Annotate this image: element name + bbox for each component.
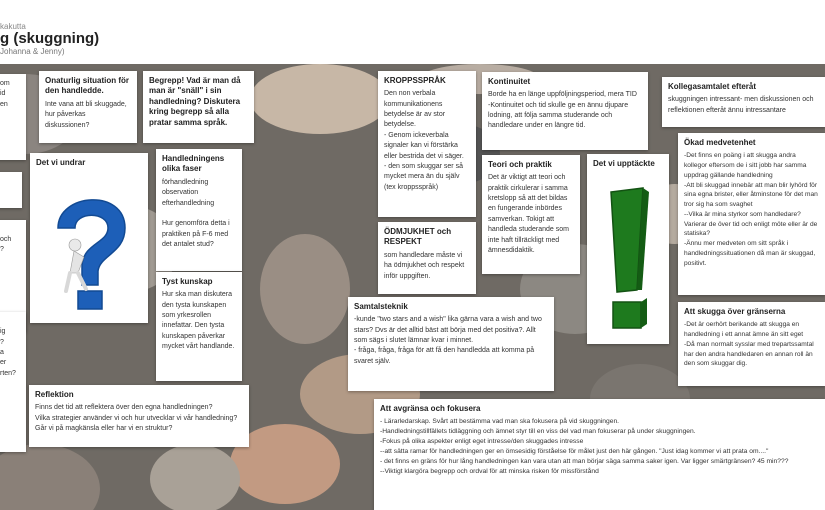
card-body: -Det är oerhört berikande att skugga en handledning i ett annat ämne än sitt eget -Då man normalt sysslar med trepartssamtal har den andra handledaren en annan roll än den som skuggar dig. — [684, 321, 814, 368]
left-fragment-card-4[interactable] — [0, 312, 26, 452]
card-okad-medvetenhet[interactable] — [678, 133, 825, 295]
card-teori-praktik[interactable] — [482, 155, 580, 274]
card-body: förhandledning observation efterhandledning Hur genomföra detta i praktiken på F-6 med det antalet stud? — [162, 178, 230, 248]
card-kroppssprak[interactable] — [378, 71, 476, 217]
card-avgransa-fokusera[interactable] — [374, 399, 825, 510]
card-title: Samtalsteknik — [354, 302, 408, 311]
card-reflektion[interactable] — [29, 385, 249, 447]
card-title: Teori och praktik — [488, 160, 552, 169]
card-title: Att skugga över gränserna — [684, 307, 786, 316]
card-body: Inte vana att bli skuggade, hur påverkas diskussionen? — [45, 100, 127, 129]
card-title: Tyst kunskap — [162, 277, 213, 286]
left-fragment-text-2: och ? — [0, 236, 12, 254]
card-body: Det är viktigt att teori och praktik cirkulerar i samma kretslopp så att det bildas en fungerande inbördes samverkan. Tokigt att handleda studerande som inte haft tillräckligt med ämnesdidaktik. — [488, 174, 569, 254]
card-body: -Det finns en poäng i att skugga andra kollegor eftersom de i sitt jobb har samma uppdrag gällande handledning -Att bli skuggad innebär att man blir lyhörd för sina egna brister, eller åtminstone för det man tror sig ha som svaghet --Vilka är mina styrkor som handledare? Varierar de över tid och enligt möte eller är de statiska? -Ännu mer medveten om sitt språk i handledningssituationen då man är skuggad, positivt. — [684, 152, 818, 267]
card-begrepp[interactable] — [143, 71, 254, 143]
card-body: Hur ska man diskutera den tysta kunskapen som yrkesrollen innefattar. Den tysta kunskapen påverkar mycket vårt handlande. — [162, 291, 235, 351]
left-fragment-text-3: ig ? a er rten? — [0, 328, 16, 377]
card-kollegasamtalet[interactable] — [662, 77, 825, 127]
card-onaturlig[interactable] — [39, 71, 137, 143]
padlet-board — [0, 64, 825, 510]
breadcrumb[interactable]: kakutta — [0, 22, 26, 31]
page-title: g (skuggning) — [0, 30, 100, 47]
card-faser[interactable] — [156, 149, 242, 271]
card-title: Att avgränsa och fokusera — [380, 404, 481, 413]
card-title: KROPPSSPRÅK — [384, 76, 446, 85]
card-skugga-granserna[interactable] — [678, 302, 825, 386]
card-body: - Lärarledarskap. Svårt att bestämma vad man ska fokusera på vid skuggningen. -Handledningstillfällets tidläggning och ämnet styr till en viss del vad man fokuserar på under skuggningen. -Fokus på olika aspekter enligt eget intresse/den skuggades intresse --att sätta ramar för handledningen ger en ömsesidig förståelse för målet just den här gången. "Just idag kommer vi att prata om...." - det finns en gräns för hur lång handledningen kan vara utan att man börjar säga samma saker igen. Var ligger smärtgränsen? 45 min??? --Viktigt klargöra begrepp och ordval för att minska risken för missförstånd — [380, 418, 789, 475]
card-title: Kollegasamtalet efteråt — [668, 82, 757, 91]
card-title: Handledningens olika faser — [162, 154, 225, 174]
card-title: Ökad medvetenhet — [684, 138, 756, 147]
card-body: skuggningen intressant- men diskussionen och reflektionen efteråt ännu intressantare — [668, 96, 814, 114]
card-det-vi-upptackte[interactable] — [587, 154, 669, 344]
left-fragment-card-1[interactable] — [0, 74, 26, 160]
page-authors: Johanna & Jenny) — [0, 47, 65, 56]
card-body: Finns det tid att reflektera över den egna handledningen? Vilka strategier använder vi och hur utvecklar vi vår handledning? Går vi på magkänsla eller har vi en struktur? — [35, 404, 238, 433]
left-fragment-card-2[interactable] — [0, 172, 22, 208]
card-title: Kontinuitet — [488, 77, 531, 86]
question-mark-figure-icon — [30, 173, 148, 323]
page-header — [0, 0, 825, 62]
card-body: Den non verbala kommunikationens betydelse är av stor betydelse. - Genom ickeverbala signaler kan vi förstärka eller bestrida det vi säger. - den som skuggar ser så mycket mera än du själv (tex kroppsspråk) — [384, 90, 464, 191]
card-kontinuitet[interactable] — [482, 72, 648, 150]
card-title: Begrepp! Vad är man då man är "snäll" i sin handledning? Diskutera kring begrepp så alla pratar samma språk. — [149, 76, 241, 127]
card-body: Borde ha en länge uppföljningsperiod, mera TID -Kontinuitet och tid skulle ge en ännu djupare lodning, att följa samma studerande och handledare under en längre tid. — [488, 91, 637, 130]
card-title: Onaturlig situation för den handledde. — [45, 76, 129, 96]
card-samtalsteknik[interactable] — [348, 297, 554, 391]
card-title: Det vi undrar — [36, 158, 86, 167]
card-odmjukhet[interactable] — [378, 222, 476, 294]
exclamation-mark-icon — [587, 178, 669, 344]
card-body: -kunde "two stars and a wish" lika gärna vara a wish and two stars? Dvs är det alltid bäst att börja med det positiva?. Allt som sägs i slutet lämnar kvar i minnet. - fråga, fråga, fråga för att få den handledda att komma på svaret själv. — [354, 316, 542, 365]
card-title: Reflektion — [35, 390, 74, 399]
left-fragment-text-1: om id en — [0, 80, 10, 108]
card-body: som handledare måste vi ha ödmjukhet och respekt inför uppgiften. — [384, 251, 465, 280]
card-title: Det vi upptäckte — [593, 159, 655, 168]
card-det-vi-undrar[interactable] — [30, 153, 148, 323]
card-title: ÖDMJUKHET och RESPEKT — [384, 227, 452, 247]
card-tyst-kunskap[interactable] — [156, 272, 242, 381]
